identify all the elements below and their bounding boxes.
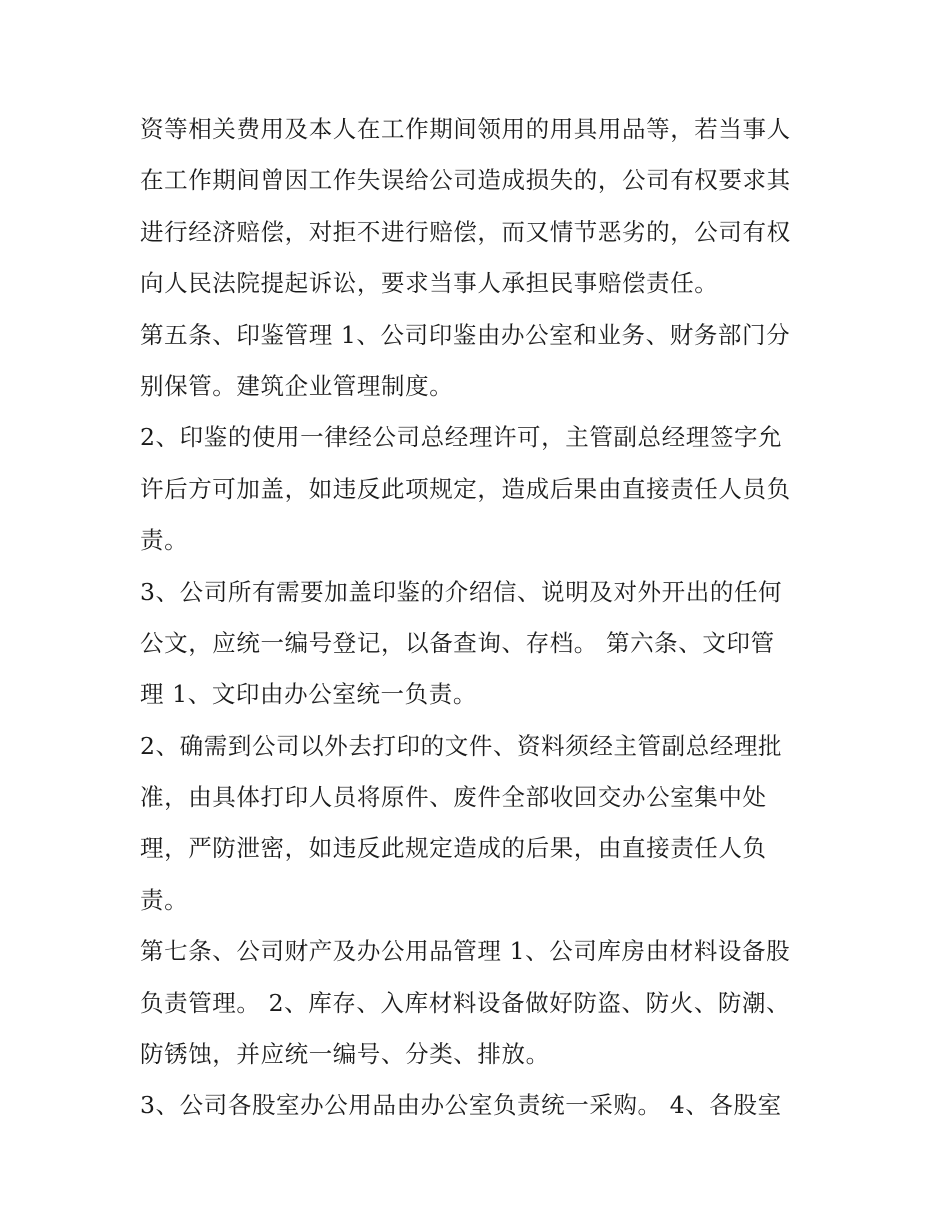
text-line: 许后方可加盖，如违反此项规定，造成后果由直接责任人员负 (140, 474, 791, 503)
text-line: 准，由具体打印人员将原件、废件全部收回交办公室集中处 (140, 783, 767, 812)
text-line: 别保管。建筑企业管理制度。 (140, 371, 454, 400)
text-line: 第五条、印鉴管理 1、公司印鉴由办公室和业务、财务部门分 (140, 320, 791, 349)
document-body (140, 104, 830, 1132)
text-line: 理 1、文印由办公室统一负责。 (140, 680, 477, 709)
text-line: 向人民法院提起诉讼，要求当事人承担民事赔偿责任。 (140, 269, 719, 298)
paragraph-office-supplies (140, 1080, 830, 1131)
text-line: 第七条、公司财产及办公用品管理 1、公司库房由材料设备股 (140, 937, 791, 966)
paragraph-compensation-liability (140, 104, 830, 310)
text-line: 负责管理。 2、库存、入库材料设备做好防盗、防火、防潮、 (140, 988, 791, 1017)
paragraph-article-7-property (140, 926, 830, 1080)
text-line: 责。 (140, 526, 189, 555)
text-line: 责。 (140, 885, 189, 914)
text-line: 资等相关费用及本人在工作期间领用的用具用品等，若当事人 (140, 115, 791, 143)
text-line: 防锈蚀，并应统一编号、分类、排放。 (140, 1040, 550, 1069)
paragraph-external-printing (140, 721, 830, 927)
text-line: 公文，应统一编号登记，以备查询、存档。 第六条、文印管 (140, 628, 775, 657)
text-line: 3、公司各股室办公用品由办公室负责统一采购。 4、各股室 (140, 1091, 782, 1120)
text-line: 理，严防泄密，如违反此规定造成的后果，由直接责任人负 (140, 834, 767, 863)
paragraph-article-5-seal-management (140, 310, 830, 413)
text-line: 进行经济赔偿，对拒不进行赔偿，而又情节恶劣的，公司有权 (140, 217, 791, 246)
paragraph-article-6-printing (140, 567, 830, 721)
paragraph-seal-usage (140, 412, 830, 566)
text-line: 2、确需到公司以外去打印的文件、资料须经主管副总经理批 (140, 731, 783, 760)
text-line: 在工作期间曾因工作失误给公司造成损失的，公司有权要求其 (140, 166, 791, 195)
text-line: 3、公司所有需要加盖印鉴的介绍信、说明及对外开出的任何 (140, 577, 783, 606)
text-line: 2、印鉴的使用一律经公司总经理许可，主管副总经理签字允 (140, 423, 783, 452)
